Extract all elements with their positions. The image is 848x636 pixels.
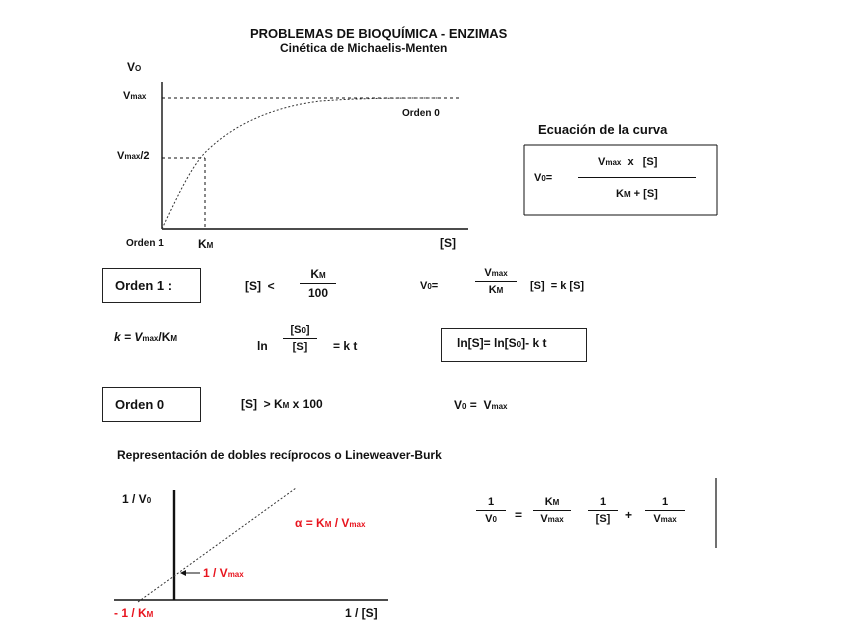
orden1-condition: [S] < — [245, 279, 275, 293]
orden0-v: V0 = Vmax — [454, 398, 508, 412]
lb-y-intercept-label: 1 / Vmax — [203, 566, 244, 580]
equation-fraction-bar — [578, 177, 696, 178]
orden0-curve-label: Orden 0 — [402, 108, 440, 119]
lb-slope-label: α = KM / Vmax — [295, 516, 366, 530]
lb-eq-lhs: $\frac{1}{V0}$ — [476, 496, 506, 525]
integrated-eq: ln[S]= ln[S0]- k t — [457, 336, 547, 350]
lb-eq-term2: $\frac{1}{[S]}$ — [588, 496, 618, 525]
lb-x-axis-label: 1 / [S] — [345, 606, 378, 620]
lb-eq-term3: 1 Vmax — [645, 496, 685, 525]
orden1-curve-label: Orden 1 — [126, 238, 164, 249]
mm-y-axis-label: VO — [127, 60, 142, 74]
equation-denominator: KM + [S] — [616, 188, 658, 200]
equation-title: Ecuación de la curva — [538, 122, 668, 137]
orden1-label: Orden 1 : — [115, 278, 173, 293]
lb-y-axis-label: 1 / V0 — [122, 492, 152, 506]
orden1-v-rest: [S] = k [S] — [530, 280, 585, 292]
equation-numerator: Vmax x [S] — [598, 156, 658, 168]
vmax-half-label: Vmax/2 — [117, 150, 150, 162]
ln-fraction: $\frac{[S0]}{[S]}$ — [283, 324, 317, 353]
equation-lhs: V0= — [534, 172, 553, 184]
vmax-label: Vmax — [123, 90, 147, 102]
orden1-v-fraction: Vmax KM — [475, 267, 517, 296]
lb-x-intercept-label: - 1 / KM — [114, 606, 154, 620]
lb-eq-equals: = — [515, 508, 523, 522]
ln-label: ln — [257, 339, 268, 353]
page-title: PROBLEMAS DE BIOQUÍMICA - ENZIMAS — [250, 26, 508, 41]
lineweaver-title: Representación de dobles recíprocos o Lineweaver-Burk — [117, 448, 442, 462]
mm-curve — [162, 98, 440, 229]
orden0-label: Orden 0 — [115, 397, 165, 412]
km-label: KM — [198, 237, 214, 251]
ln-rhs: = k t — [333, 339, 358, 353]
lb-eq-term1: KM Vmax — [533, 496, 571, 525]
orden1-km-fraction: $\frac{KM}{100}$ — [300, 267, 336, 300]
k-definition: k = Vmax/KM — [114, 330, 178, 344]
page-subtitle: Cinética de Michaelis-Menten — [280, 41, 448, 55]
orden0-condition: [S] > KM x 100 — [241, 397, 323, 411]
lb-eq-plus: + — [625, 508, 633, 522]
orden1-v-lhs: V0= — [420, 280, 439, 292]
mm-x-axis-label: [S] — [440, 236, 456, 250]
